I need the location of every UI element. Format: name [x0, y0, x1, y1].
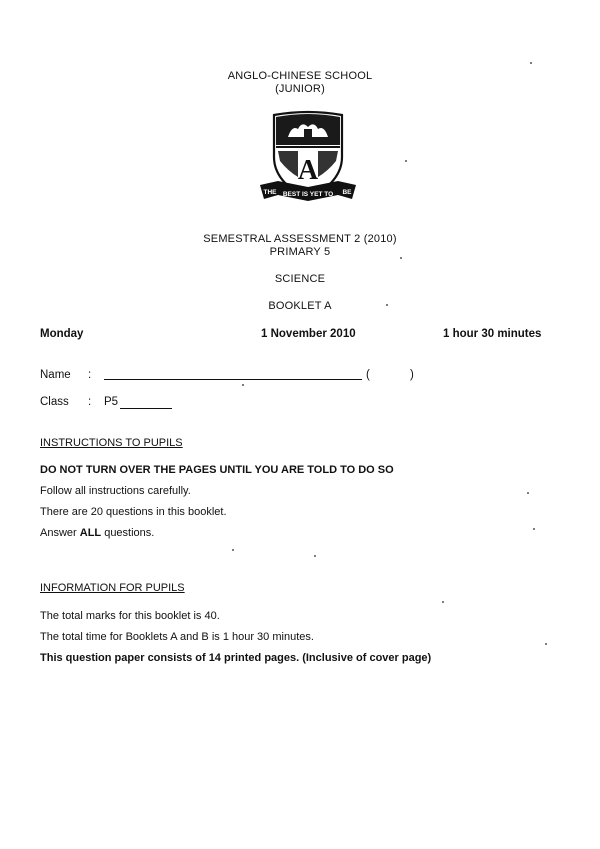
class-field[interactable] [120, 396, 172, 409]
scan-speck [545, 643, 547, 645]
class-colon: : [88, 396, 92, 408]
name-colon: : [88, 369, 92, 381]
information-line-3: This question paper consists of 14 printed pages. (Inclusive of cover page) [40, 652, 432, 664]
name-field[interactable] [104, 367, 362, 380]
exam-duration: 1 hour 30 minutes [443, 328, 542, 340]
register-number-close: ) [410, 369, 414, 381]
class-label: Class [40, 396, 69, 408]
scan-speck [242, 384, 244, 386]
instructions-warning: DO NOT TURN OVER THE PAGES UNTIL YOU ARE TOLD TO DO SO [40, 464, 394, 476]
crest-banner-left: THE [263, 189, 277, 196]
scan-speck [533, 528, 535, 530]
instruction-line-3-prefix: Answer [40, 527, 80, 539]
exam-date: 1 November 2010 [261, 328, 356, 340]
instruction-line-3-emphasis: ALL [79, 527, 102, 539]
scan-speck [314, 555, 316, 557]
scan-speck [527, 492, 529, 494]
crest-banner-right: BE [342, 189, 352, 196]
instruction-line-2: There are 20 questions in this booklet. [40, 506, 227, 518]
class-prefix: P5 [104, 396, 119, 408]
school-name: ANGLO-CHINESE SCHOOL [227, 70, 373, 82]
exam-booklet: BOOKLET A [268, 300, 332, 312]
register-number-open: ( [366, 369, 370, 381]
instruction-line-1: Follow all instructions carefully. [40, 485, 191, 497]
instruction-line-3 [40, 527, 154, 539]
instructions-heading: INSTRUCTIONS TO PUPILS [40, 437, 183, 449]
school-crest [258, 107, 358, 207]
exam-level: PRIMARY 5 [269, 246, 331, 258]
exam-title: SEMESTRAL ASSESSMENT 2 (2010) [203, 233, 397, 245]
scan-speck [530, 62, 532, 64]
name-label: Name [40, 369, 71, 381]
scan-speck [386, 304, 388, 306]
instruction-line-3-suffix: questions. [101, 527, 155, 539]
information-line-1: The total marks for this booklet is 40. [40, 610, 220, 622]
school-division: (JUNIOR) [275, 83, 325, 95]
crest-motto: BEST IS YET TO [282, 191, 334, 198]
scan-speck [232, 549, 234, 551]
information-heading: INFORMATION FOR PUPILS [40, 582, 185, 594]
information-line-2: The total time for Booklets A and B is 1 hour 30 minutes. [40, 631, 314, 643]
scan-speck [405, 160, 407, 162]
scan-speck [400, 257, 402, 259]
scan-speck [442, 601, 444, 603]
exam-day: Monday [40, 328, 84, 340]
exam-subject: SCIENCE [274, 273, 326, 285]
crest-monogram: A [297, 155, 319, 186]
shield-icon [258, 107, 358, 207]
